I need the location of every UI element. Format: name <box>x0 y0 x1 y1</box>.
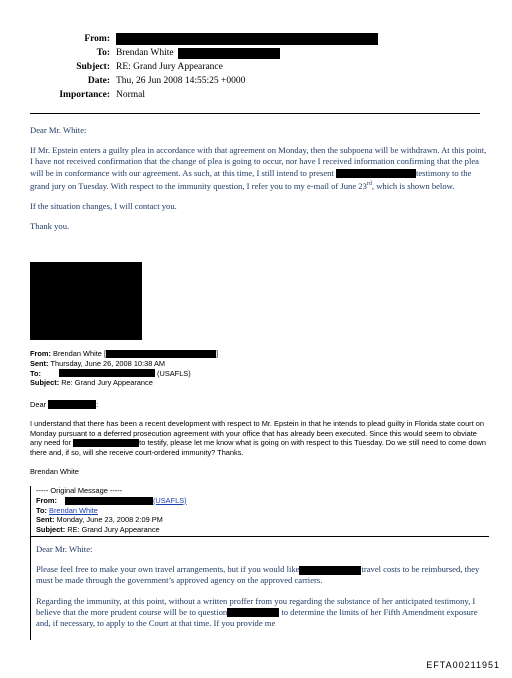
importance-value: Normal <box>116 90 146 100</box>
header-to-row <box>18 46 498 60</box>
fwd-to-row <box>30 369 490 379</box>
original-message <box>30 486 493 640</box>
original-body <box>36 544 488 638</box>
orig-to-link[interactable]: Brendan White <box>49 505 98 515</box>
to-value: Brendan White <box>116 48 174 58</box>
fwd-from-row <box>30 349 490 359</box>
orig-p1-b: travel costs to be reimbursed, they must be made through the government’s approved agency on the approved carriers. <box>36 564 480 586</box>
redaction-orig-p2 <box>227 608 279 617</box>
letter-p1-c: , which is shown below. <box>371 180 455 191</box>
orig-p2-a: Regarding the immunity, at this point, without a written proffer from you regarding the substance of her anticipated testimony, I believe that the more prudent course will be to question <box>36 595 476 617</box>
original-divider <box>31 536 489 537</box>
orig-from-link[interactable]: (USAFLS) <box>152 495 187 505</box>
orig-subject-value: RE: Grand Jury Appearance <box>67 525 160 535</box>
forwarded-body <box>30 400 490 477</box>
orig-paragraph-1 <box>36 564 488 586</box>
letter-p1-sup: rd <box>366 180 372 187</box>
to-label: To: <box>96 48 110 58</box>
fwd-body-a: I understand that there has been a recent development with respect to Mr. Epstein in that he intends to plead guilty in Florida state court on Monday pursuant to a deferred prosecution agreement with your office that has already been executed. Since this would seem to obviate any need for <box>30 418 484 448</box>
header-divider <box>30 113 480 114</box>
redaction-fwd-dear <box>48 400 99 409</box>
orig-to-row <box>36 506 486 516</box>
redaction-fwd-from <box>106 349 219 358</box>
letter-body <box>30 125 488 241</box>
fwd-from-close: ] <box>216 349 219 358</box>
subject-value: RE: Grand Jury Appearance <box>116 62 223 72</box>
fwd-dear: Dear <box>30 400 47 409</box>
fwd-from-value: Brendan White [ <box>53 349 107 358</box>
email-header <box>18 32 498 102</box>
date-value: Thu, 26 Jun 2008 14:55:25 +0000 <box>116 76 246 86</box>
letter-closing: Thank you. <box>30 221 70 232</box>
forwarded-header <box>30 349 490 388</box>
fwd-dear-row <box>30 400 490 410</box>
original-header <box>36 486 486 535</box>
orig-subject-label: Subject: <box>36 525 66 535</box>
orig-subject-row <box>36 525 486 535</box>
header-importance-row <box>18 88 498 102</box>
redaction-orig-from <box>65 497 153 505</box>
orig-sent-value: Monday, June 23, 2008 2:09 PM <box>56 515 163 525</box>
redaction-fwd-to <box>59 369 155 377</box>
importance-label: Importance: <box>59 90 110 100</box>
header-date-row <box>18 74 498 88</box>
letter-p1-a: If Mr. Epstein enters a guilty plea in accordance with that agreement on Monday, then the subpoena will be withdrawn. At this point, I have not received confirmation that the change of plea is going to occur, nor have I received information confirming that the plea will be in conformance with our agreement. As such, at this time, I still intend to present <box>30 145 487 178</box>
fwd-subject-label: Subject: <box>30 378 60 388</box>
redaction-letter <box>336 169 416 178</box>
redaction-from <box>116 33 378 45</box>
orig-to-label: To: <box>36 505 47 515</box>
redaction-orig-p1 <box>299 566 361 575</box>
orig-from-label: From: <box>36 495 57 505</box>
letter-paragraph-2: If the situation changes, I will contact you. <box>30 200 177 211</box>
date-label: Date: <box>87 76 110 86</box>
redaction-fwd-body <box>73 439 139 447</box>
orig-p2-b: to determine the limits of her Fifth Amendment exposure and, if necessary, to apply to the Court at that time. If you provide me <box>36 606 478 629</box>
fwd-sent-label: Sent: <box>30 358 49 368</box>
fwd-sent-value: Thursday, June 26, 2008 10:38 AM <box>50 358 166 368</box>
fwd-from-label: From: <box>30 349 51 358</box>
fwd-sent-row <box>30 359 490 369</box>
subject-label: Subject: <box>76 62 110 72</box>
fwd-to-label: To: <box>30 368 41 378</box>
fwd-paragraph <box>30 419 490 458</box>
orig-p1-a: Please feel free to make your own travel arrangements, but if you would like <box>36 564 300 575</box>
fwd-dear-colon: : <box>96 400 99 409</box>
letter-salutation: Dear Mr. White: <box>30 125 87 135</box>
from-label: From: <box>84 34 110 44</box>
bates-number: EFTA00211951 <box>426 660 500 670</box>
fwd-to-value: (USAFLS) <box>157 368 191 378</box>
orig-sent-row <box>36 515 486 525</box>
orig-marker: ----- Original Message ----- <box>36 486 123 495</box>
fwd-subject-row <box>30 378 490 388</box>
header-subject-row <box>18 60 498 74</box>
orig-paragraph-2 <box>36 596 488 630</box>
orig-salutation: Dear Mr. White: <box>36 544 93 554</box>
orig-from-row <box>36 496 486 506</box>
fwd-signature: Brendan White <box>30 466 79 476</box>
letter-p1-b: testimony to the grand jury on Tuesday. With respect to the immunity question, I refer you to my e-mail of June 23 <box>30 167 472 191</box>
header-from-row <box>18 32 498 46</box>
fwd-subject-value: Re: Grand Jury Appearance <box>61 378 153 388</box>
fwd-body-b: to testify, please let me know what is going on with respect to this Tuesday. Do we still need to come down there and, if so, will she receive court-ordered immunity? Thanks. <box>30 438 487 458</box>
redaction-to <box>178 48 280 59</box>
orig-sent-label: Sent: <box>36 515 55 525</box>
redaction-signature <box>30 262 142 340</box>
letter-paragraph-1 <box>30 145 488 192</box>
